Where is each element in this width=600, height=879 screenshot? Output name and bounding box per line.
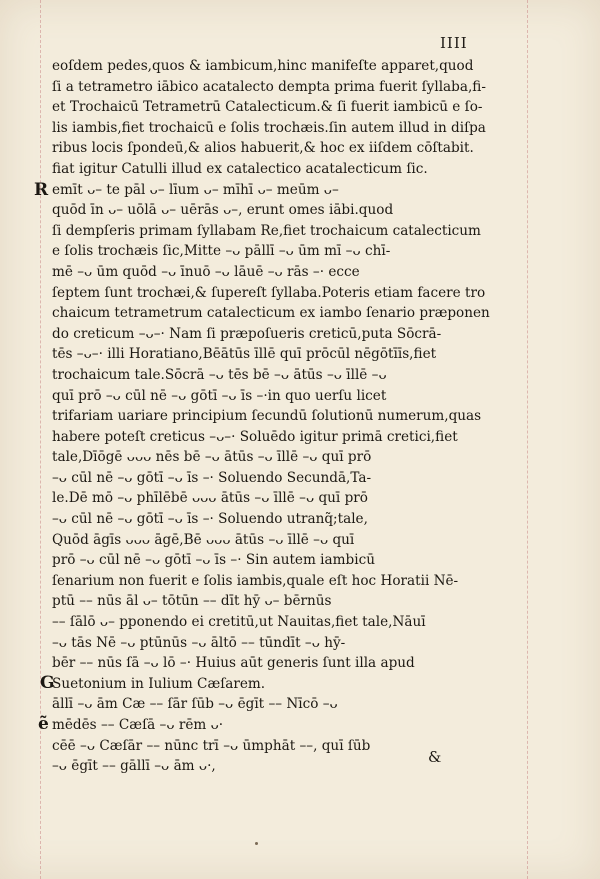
text-line: le.Dē mō –ᴗ phīlēbē ᴗᴗᴗ ātūs –ᴗ īllē –ᴗ quī prō (52, 490, 368, 507)
text-line: quōd īn ᴗ– uōlā ᴗ– uērās ᴗ–, erunt omes iābi.quod (52, 202, 394, 219)
text-line: bēr –– nūs ſā –ᴗ lō –· Huius aūt generis ſunt illa apud (52, 655, 415, 672)
text-line: ſeptem ſunt trochæi,& ſupereſt ſyllaba.Poteris etiam facere tro (52, 284, 486, 301)
text-line: quī prō –ᴗ cūl nē –ᴗ gōtī –ᴗ īs –·in quo uerſu licet (52, 387, 387, 404)
text-line: lis iambis,fiet trochaicū e ſolis trochæis.ſin autem illud in diſpa (52, 119, 486, 136)
text-block (52, 56, 532, 777)
text-line: eoſdem pedes,quos & iambicum,hinc manifeſte apparet,quod (52, 58, 474, 74)
text-line: –ᴗ tās Nē –ᴗ ptūnūs –ᴗ āltō –– tūndīt –ᴗ hȳ- (52, 634, 346, 651)
text-line: mēdēs –– Cæſā –ᴗ rēm ᴗ· (52, 717, 224, 733)
text-line: –ᴗ cūl nē –ᴗ gōtī –ᴗ īs –· Soluendo Secundā,Ta- (52, 469, 372, 486)
text-line: –ᴗ ēgīt –– gāllī –ᴗ ām ᴗ·, (52, 758, 216, 775)
text-line: Quōd āgīs ᴗᴗᴗ āgē,Bē ᴗᴗᴗ ātūs –ᴗ īllē –ᴗ quī (52, 531, 355, 548)
text-line: –– ſālō ᴗ– pponendo ei cretitū,ut Nauitas,fiet tale,Nāuī (52, 614, 426, 631)
text-line: tale,Dīōgē ᴗᴗᴗ nēs bē –ᴗ ātūs –ᴗ īllē –ᴗ quī prō (52, 449, 372, 466)
text-line: ribus locis ſpondeū,& alios habuerit,& hoc ex iiſdem cōſtabit. (52, 140, 474, 157)
text-line: mē –ᴗ ūm quōd –ᴗ īnuō –ᴗ lāuē –ᴗ rās –· ecce (52, 263, 360, 280)
catchword: & (428, 748, 442, 766)
text-line: do creticum –ᴗ–· Nam ſi præpoſueris creticū,puta Sōcrā- (52, 325, 442, 342)
text-line: prō –ᴗ cūl nē –ᴗ gōtī –ᴗ īs –· Sin autem iambicū (52, 552, 375, 569)
paper-speck (255, 842, 258, 845)
text-line: chaicum tetrametrum catalecticum ex iambo ſenario præponen (52, 305, 490, 322)
text-line: habere poteſt creticus –ᴗ–· Soluēdo igitur primā cretici,fiet (52, 428, 458, 445)
text-line: ptū –– nūs āl ᴗ– tōtūn –– dīt hȳ ᴗ– bērnūs (52, 593, 332, 610)
text-line: et Trochaicū Tetrametrū Catalecticum.& ſi fuerit iambicū e ſo- (52, 99, 483, 116)
text-line: ſenarium non fuerit e ſolis iambis,quale eſt hoc Horatii Nē- (52, 572, 459, 589)
text-line: Suetonium in Iulium Cæſarem. (52, 675, 266, 692)
text-line: cēē –ᴗ Cæſār –– nūnc trī –ᴗ ūmphāt ––, quī ſūb (52, 737, 371, 754)
text-line: fiat igitur Catulli illud ex catalectico acatalecticum ſic. (52, 160, 428, 177)
marginal-initial-e: ẽ (38, 714, 49, 734)
marginal-initial-g: G (40, 673, 55, 693)
text-line: ſi dempſeris primam ſyllabam Re,fiet trochaicum catalecticum (52, 222, 481, 239)
text-line: āllī –ᴗ ām Cæ –– ſār ſūb –ᴗ ēgīt –– Nīcō –ᴗ (52, 696, 338, 713)
text-line: trochaicum tale.Sōcrā –ᴗ tēs bē –ᴗ ātūs –ᴗ īllē –ᴗ (52, 366, 387, 383)
text-line: –ᴗ cūl nē –ᴗ gōtī –ᴗ īs –· Soluendo utranq̃;tale, (52, 511, 368, 528)
ruling-line-left (40, 0, 41, 879)
marginal-initial-r: R (34, 180, 49, 200)
text-line: trifariam uariare principium ſecundū ſolutionū numerum,quas (52, 408, 482, 425)
text-line: tēs –ᴗ–· illi Horatiano,Bēātūs īllē quī prōcūl nēgōtīīs,fiet (52, 346, 437, 363)
text-line: ſi a tetrametro iābico acatalecto dempta prima fuerit ſyllaba,fi- (52, 78, 486, 95)
text-line: e ſolis trochæis ſic,Mitte –ᴗ pāllī –ᴗ ūm mī –ᴗ chī- (52, 243, 391, 260)
folio-number: IIII (440, 34, 468, 52)
text-line: emīt ᴗ– te pāl ᴗ– līum ᴗ– mīhī ᴗ– meūm ᴗ– (52, 181, 339, 198)
